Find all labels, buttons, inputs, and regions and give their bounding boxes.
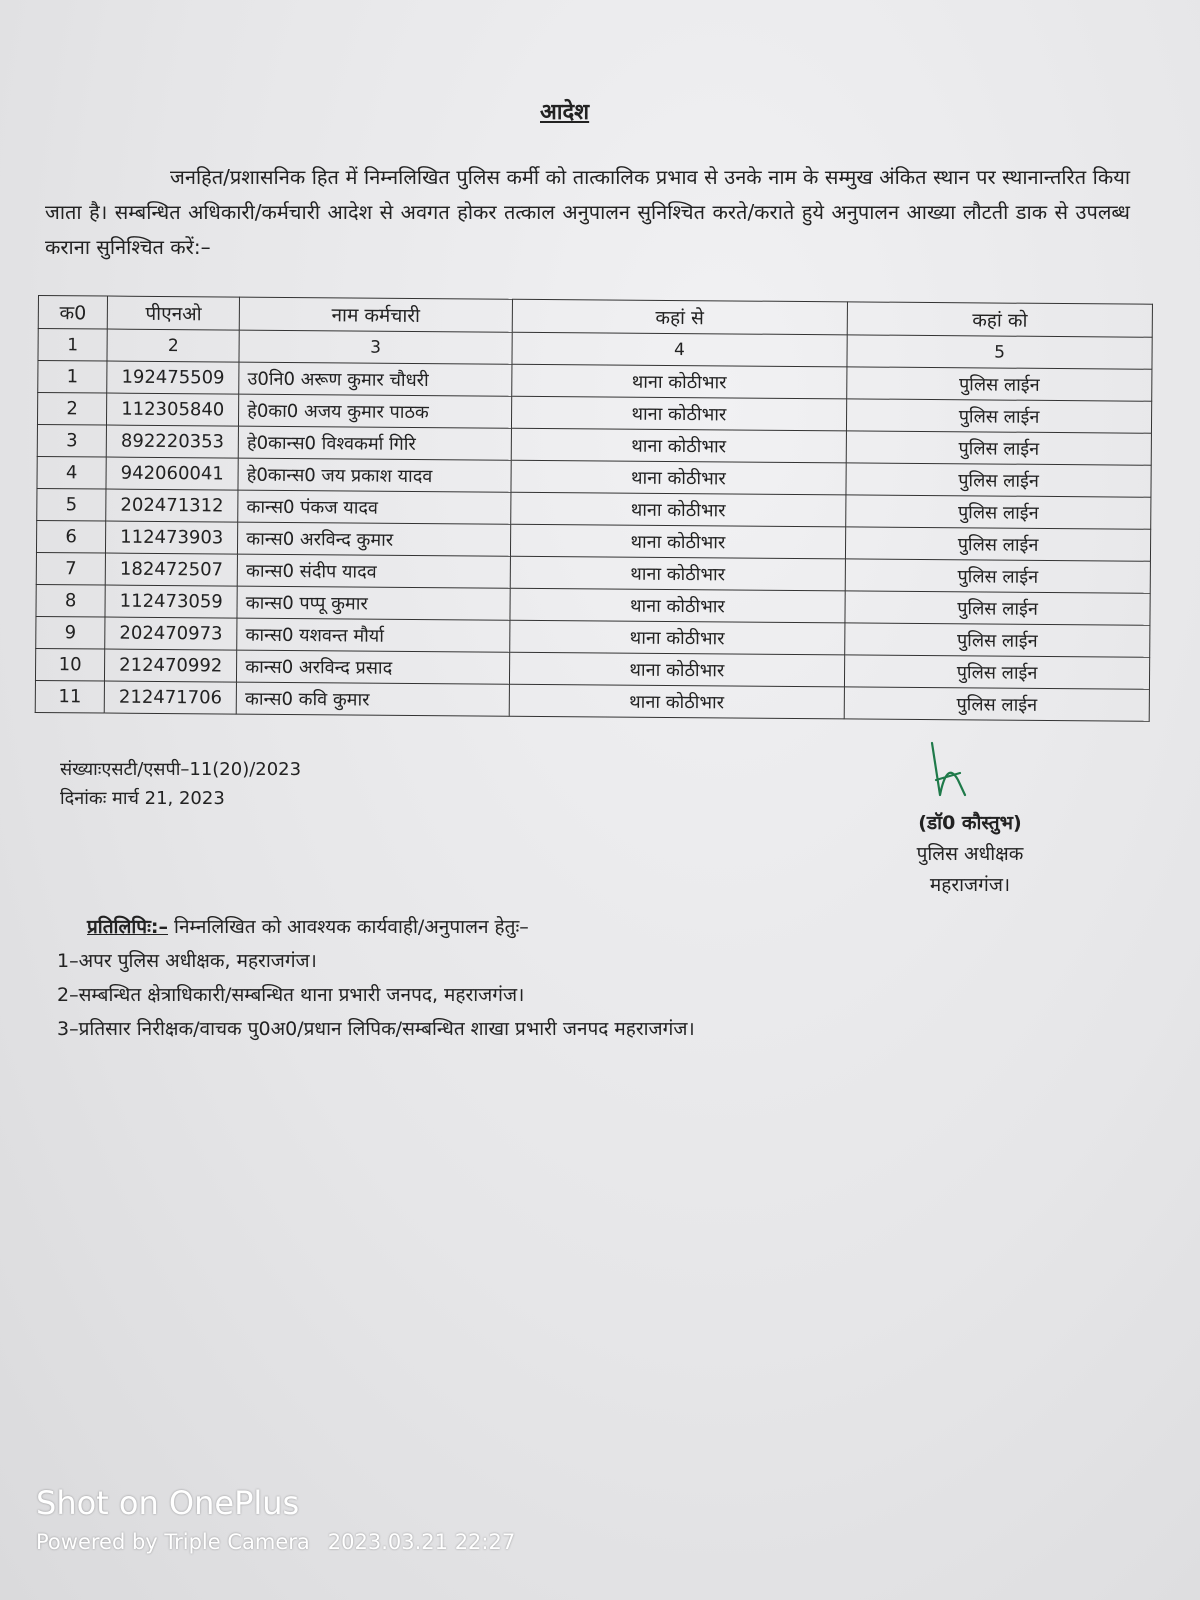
copy-to-heading bbox=[57, 910, 1057, 944]
serial-cell: 9 bbox=[36, 616, 105, 649]
signatory-name: (डॉ0 कौस्तुभ) bbox=[918, 812, 1022, 834]
from-cell: थाना कोठीभार bbox=[511, 428, 847, 463]
copy-to-item: 1–अपर पुलिस अधीक्षक, महराजगंज। bbox=[57, 950, 317, 972]
to-cell: पुलिस लाईन bbox=[847, 367, 1152, 401]
watermark-timestamp: 2023.03.21 22:27 bbox=[327, 1530, 516, 1554]
copy-to-heading-text: निम्नलिखित को आवश्यक कार्यवाही/अनुपालन हेतुः– bbox=[168, 916, 529, 938]
column-header: पीएनओ bbox=[107, 296, 239, 330]
to-cell: पुलिस लाईन bbox=[844, 655, 1149, 689]
pno-cell: 192475509 bbox=[107, 361, 239, 394]
column-header: नाम कर्मचारी bbox=[239, 297, 512, 332]
employee-name-cell: कान्स0 पंकज यादव bbox=[238, 490, 511, 524]
employee-name-cell: कान्स0 अरविन्द प्रसाद bbox=[237, 650, 510, 684]
from-cell: थाना कोठीभार bbox=[510, 556, 846, 591]
employee-name-cell: कान्स0 कवि कुमार bbox=[236, 682, 509, 716]
column-number: 4 bbox=[512, 332, 848, 367]
column-number: 3 bbox=[239, 330, 512, 364]
serial-cell: 7 bbox=[36, 552, 105, 585]
order-title: आदेश bbox=[540, 100, 590, 125]
signatory-designation: पुलिस अधीक्षक bbox=[916, 843, 1024, 865]
pno-cell: 112473059 bbox=[105, 585, 237, 618]
employee-name-cell: कान्स0 पप्पू कुमार bbox=[237, 586, 510, 620]
to-cell: पुलिस लाईन bbox=[845, 527, 1150, 561]
to-cell: पुलिस लाईन bbox=[845, 591, 1150, 625]
employee-name-cell: कान्स0 यशवन्त मौर्या bbox=[237, 618, 510, 652]
serial-cell: 4 bbox=[37, 456, 106, 489]
reference-number: संख्याःएसटी/एसपी–11(20)/2023 bbox=[60, 759, 302, 780]
from-cell: थाना कोठीभार bbox=[510, 524, 846, 559]
serial-cell: 11 bbox=[35, 680, 104, 713]
transfer-table bbox=[35, 295, 1153, 722]
column-number: 1 bbox=[38, 329, 107, 362]
pno-cell: 182472507 bbox=[105, 553, 237, 586]
to-cell: पुलिस लाईन bbox=[845, 623, 1150, 657]
employee-name-cell: कान्स0 अरविन्द कुमार bbox=[238, 522, 511, 556]
serial-cell: 8 bbox=[36, 584, 105, 617]
order-date: दिनांकः मार्च 21, 2023 bbox=[60, 788, 225, 809]
to-cell: पुलिस लाईन bbox=[846, 495, 1151, 529]
watermark-subline bbox=[36, 1530, 515, 1554]
serial-cell: 3 bbox=[37, 424, 106, 457]
to-cell: पुलिस लाईन bbox=[844, 687, 1149, 721]
from-cell: थाना कोठीभार bbox=[511, 396, 847, 431]
signatory-district: महराजगंज। bbox=[929, 874, 1011, 896]
from-cell: थाना कोठीभार bbox=[511, 364, 847, 399]
camera-watermark bbox=[36, 1484, 515, 1554]
to-cell: पुलिस लाईन bbox=[846, 431, 1151, 465]
serial-cell: 1 bbox=[38, 361, 107, 394]
from-cell: थाना कोठीभार bbox=[510, 492, 846, 527]
column-header: क0 bbox=[38, 296, 107, 330]
pno-cell: 202470973 bbox=[105, 617, 237, 650]
from-cell: थाना कोठीभार bbox=[511, 460, 847, 495]
from-cell: थाना कोठीभार bbox=[509, 652, 845, 687]
pno-cell: 202471312 bbox=[106, 489, 238, 522]
pno-cell: 212470992 bbox=[105, 649, 237, 682]
serial-cell: 5 bbox=[37, 488, 106, 521]
table-body bbox=[35, 361, 1152, 722]
order-intro-paragraph: जनहित/प्रशासनिक हित में निम्नलिखित पुलिस कर्मी को तात्कालिक प्रभाव से उनके नाम के सम्मुख अंकित स्थान पर स्थानान्तरित किया जाता है। सम्बन्धित अधिकारी/कर्मचारी आदेश से अवगत होकर तत्काल अनुपालन सुनिश्चित करते/कराते हुये अनुपालन आख्या लौटती डाक से उपलब्ध कराना सुनिश्चित करें:– bbox=[45, 165, 1130, 259]
column-header: कहां से bbox=[512, 299, 848, 335]
pno-cell: 942060041 bbox=[106, 457, 238, 490]
pno-cell: 212471706 bbox=[104, 681, 236, 714]
serial-cell: 2 bbox=[37, 393, 106, 426]
to-cell: पुलिस लाईन bbox=[846, 463, 1151, 497]
copy-to-section bbox=[57, 910, 1057, 1046]
serial-cell: 10 bbox=[35, 648, 104, 681]
copy-to-label: प्रतिलिपिः:– bbox=[87, 916, 169, 938]
signature-mark bbox=[930, 735, 990, 809]
to-cell: पुलिस लाईन bbox=[846, 399, 1151, 433]
employee-name-cell: कान्स0 संदीप यादव bbox=[237, 554, 510, 588]
copy-to-item: 2–सम्बन्धित क्षेत्राधिकारी/सम्बन्धित थाना प्रभारी जनपद, महराजगंज। bbox=[57, 984, 525, 1006]
reference-block bbox=[60, 755, 301, 813]
pno-cell: 112473903 bbox=[106, 521, 238, 554]
copy-to-item: 3–प्रतिसार निरीक्षक/वाचक पु0अ0/प्रधान लिपिक/सम्बन्धित शाखा प्रभारी जनपद महराजगंज। bbox=[57, 1018, 695, 1040]
pno-cell: 112305840 bbox=[107, 393, 239, 426]
employee-name-cell: उ0नि0 अरूण कुमार चौधरी bbox=[239, 362, 512, 396]
from-cell: थाना कोठीभार bbox=[510, 588, 846, 623]
to-cell: पुलिस लाईन bbox=[845, 559, 1150, 593]
from-cell: थाना कोठीभार bbox=[509, 620, 845, 655]
employee-name-cell: हे0कान्स0 विश्वकर्मा गिरि bbox=[238, 426, 511, 460]
signatory-block bbox=[880, 808, 1060, 901]
pno-cell: 892220353 bbox=[106, 425, 238, 458]
watermark-camera: Powered by Triple Camera bbox=[36, 1530, 310, 1554]
column-number: 5 bbox=[847, 335, 1152, 369]
column-number: 2 bbox=[107, 329, 239, 362]
employee-name-cell: हे0कान्स0 जय प्रकाश यादव bbox=[238, 458, 511, 492]
from-cell: थाना कोठीभार bbox=[509, 684, 845, 719]
column-header: कहां को bbox=[847, 302, 1152, 337]
employee-name-cell: हे0का0 अजय कुमार पाठक bbox=[239, 394, 512, 428]
serial-cell: 6 bbox=[36, 520, 105, 553]
watermark-brand: Shot on OnePlus bbox=[36, 1484, 300, 1522]
